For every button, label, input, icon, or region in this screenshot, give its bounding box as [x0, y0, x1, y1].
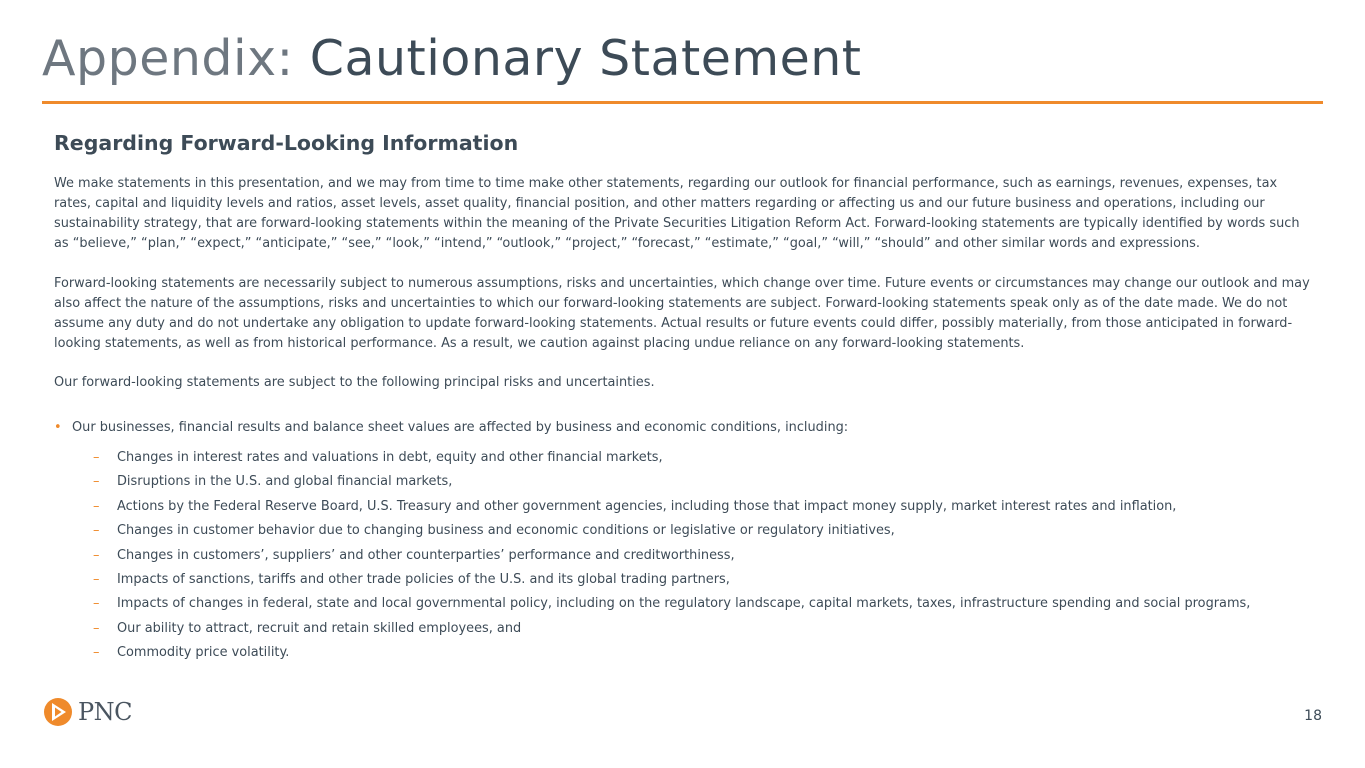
list-item-text: Changes in interest rates and valuations in debt, equity and other financial markets, [117, 450, 663, 465]
list-item [93, 619, 1250, 643]
paragraph-assumptions-risks: Forward-looking statements are necessarily subject to numerous assumptions, risks and uncertainties, which change over time. Future events or circumstances may change our outlook and may also affect the nature of the assumptions, risks and uncertainties to which our forward-looking statements are subject. Forward-looking statements speak only as of the date made. We do not assume any duty and do not undertake any obligation to update forward-looking statements. Actual results or future events could differ, possibly materially, from those anticipated in forward-looking statements, as well as from historical performance. As a result, we caution against placing undue reliance on any forward-looking statements. [54, 276, 1310, 351]
dash-marker: – [93, 645, 100, 661]
dash-marker: – [93, 571, 100, 587]
title-prefix: Appendix: [42, 30, 294, 87]
list-item-text: Changes in customers’, suppliers’ and other counterparties’ performance and creditworthiness, [117, 547, 735, 563]
dash-marker: – [93, 474, 100, 490]
paragraph-forward-looking-intro: We make statements in this presentation, and we may from time to time make other statements, regarding our outlook for financial performance, such as earnings, revenues, expenses, tax rates, capital and liquidity levels and ratios, asset levels, asset quality, financial position, and other matters regarding or affecting us and our future business and operations, including our sustainability strategy, that are forward-looking statements within the meaning of the Private Securities Litigation Reform Act. Forward-looking statements are typically identified by words such as “believe,” “plan,” “expect,” “anticipate,” “see,” “look,” “intend,” “outlook,” “project,” “forecast,” “estimate,” “goal,” “will,” “should” and other similar words and expressions. [54, 176, 1300, 251]
dash-marker: – [93, 547, 100, 563]
bullet-text: Our businesses, financial results and balance sheet values are affected by business and economic conditions, including: [72, 420, 849, 435]
list-item [93, 497, 1250, 521]
list-item [93, 546, 1250, 570]
dash-marker: – [93, 620, 100, 636]
dash-marker: – [93, 450, 100, 465]
section-heading: Regarding Forward-Looking Information [54, 131, 519, 155]
list-item [93, 521, 1250, 545]
title-main: Cautionary Statement [309, 30, 862, 87]
pnc-wordmark: PNC [78, 698, 133, 726]
list-item-text: Commodity price volatility. [117, 645, 290, 661]
list-item-text: Changes in customer behavior due to changing business and economic conditions or legislative or regulatory initiatives, [117, 523, 895, 539]
dash-marker: – [93, 596, 100, 612]
title-divider [42, 101, 1323, 104]
list-item-text: Impacts of sanctions, tariffs and other trade policies of the U.S. and its global trading partners, [117, 571, 730, 587]
page-number: 18 [1304, 708, 1322, 724]
bullet-marker: • [54, 420, 62, 435]
list-item-text: Actions by the Federal Reserve Board, U.S. Treasury and other government agencies, including those that impact money supply, market interest rates and inflation, [117, 498, 1177, 514]
paragraph-principal-risks: Our forward-looking statements are subject to the following principal risks and uncertainties. [54, 375, 655, 390]
list-item-text: Disruptions in the U.S. and global financial markets, [117, 474, 453, 490]
page-title [42, 28, 862, 90]
bullet-item-business-conditions [54, 418, 848, 438]
dash-marker: – [93, 523, 100, 539]
list-item [93, 448, 1250, 472]
list-item-text: Impacts of changes in federal, state and local governmental policy, including on the regulatory landscape, capital markets, taxes, infrastructure spending and social programs, [117, 596, 1251, 612]
pnc-mark-icon [42, 696, 74, 728]
list-item [93, 594, 1250, 618]
pnc-logo [42, 696, 132, 728]
list-item [93, 643, 1250, 667]
list-item [93, 570, 1250, 594]
dash-marker: – [93, 498, 100, 514]
list-item-text: Our ability to attract, recruit and retain skilled employees, and [117, 620, 522, 636]
risk-sub-list [93, 448, 1250, 668]
list-item [93, 472, 1250, 496]
